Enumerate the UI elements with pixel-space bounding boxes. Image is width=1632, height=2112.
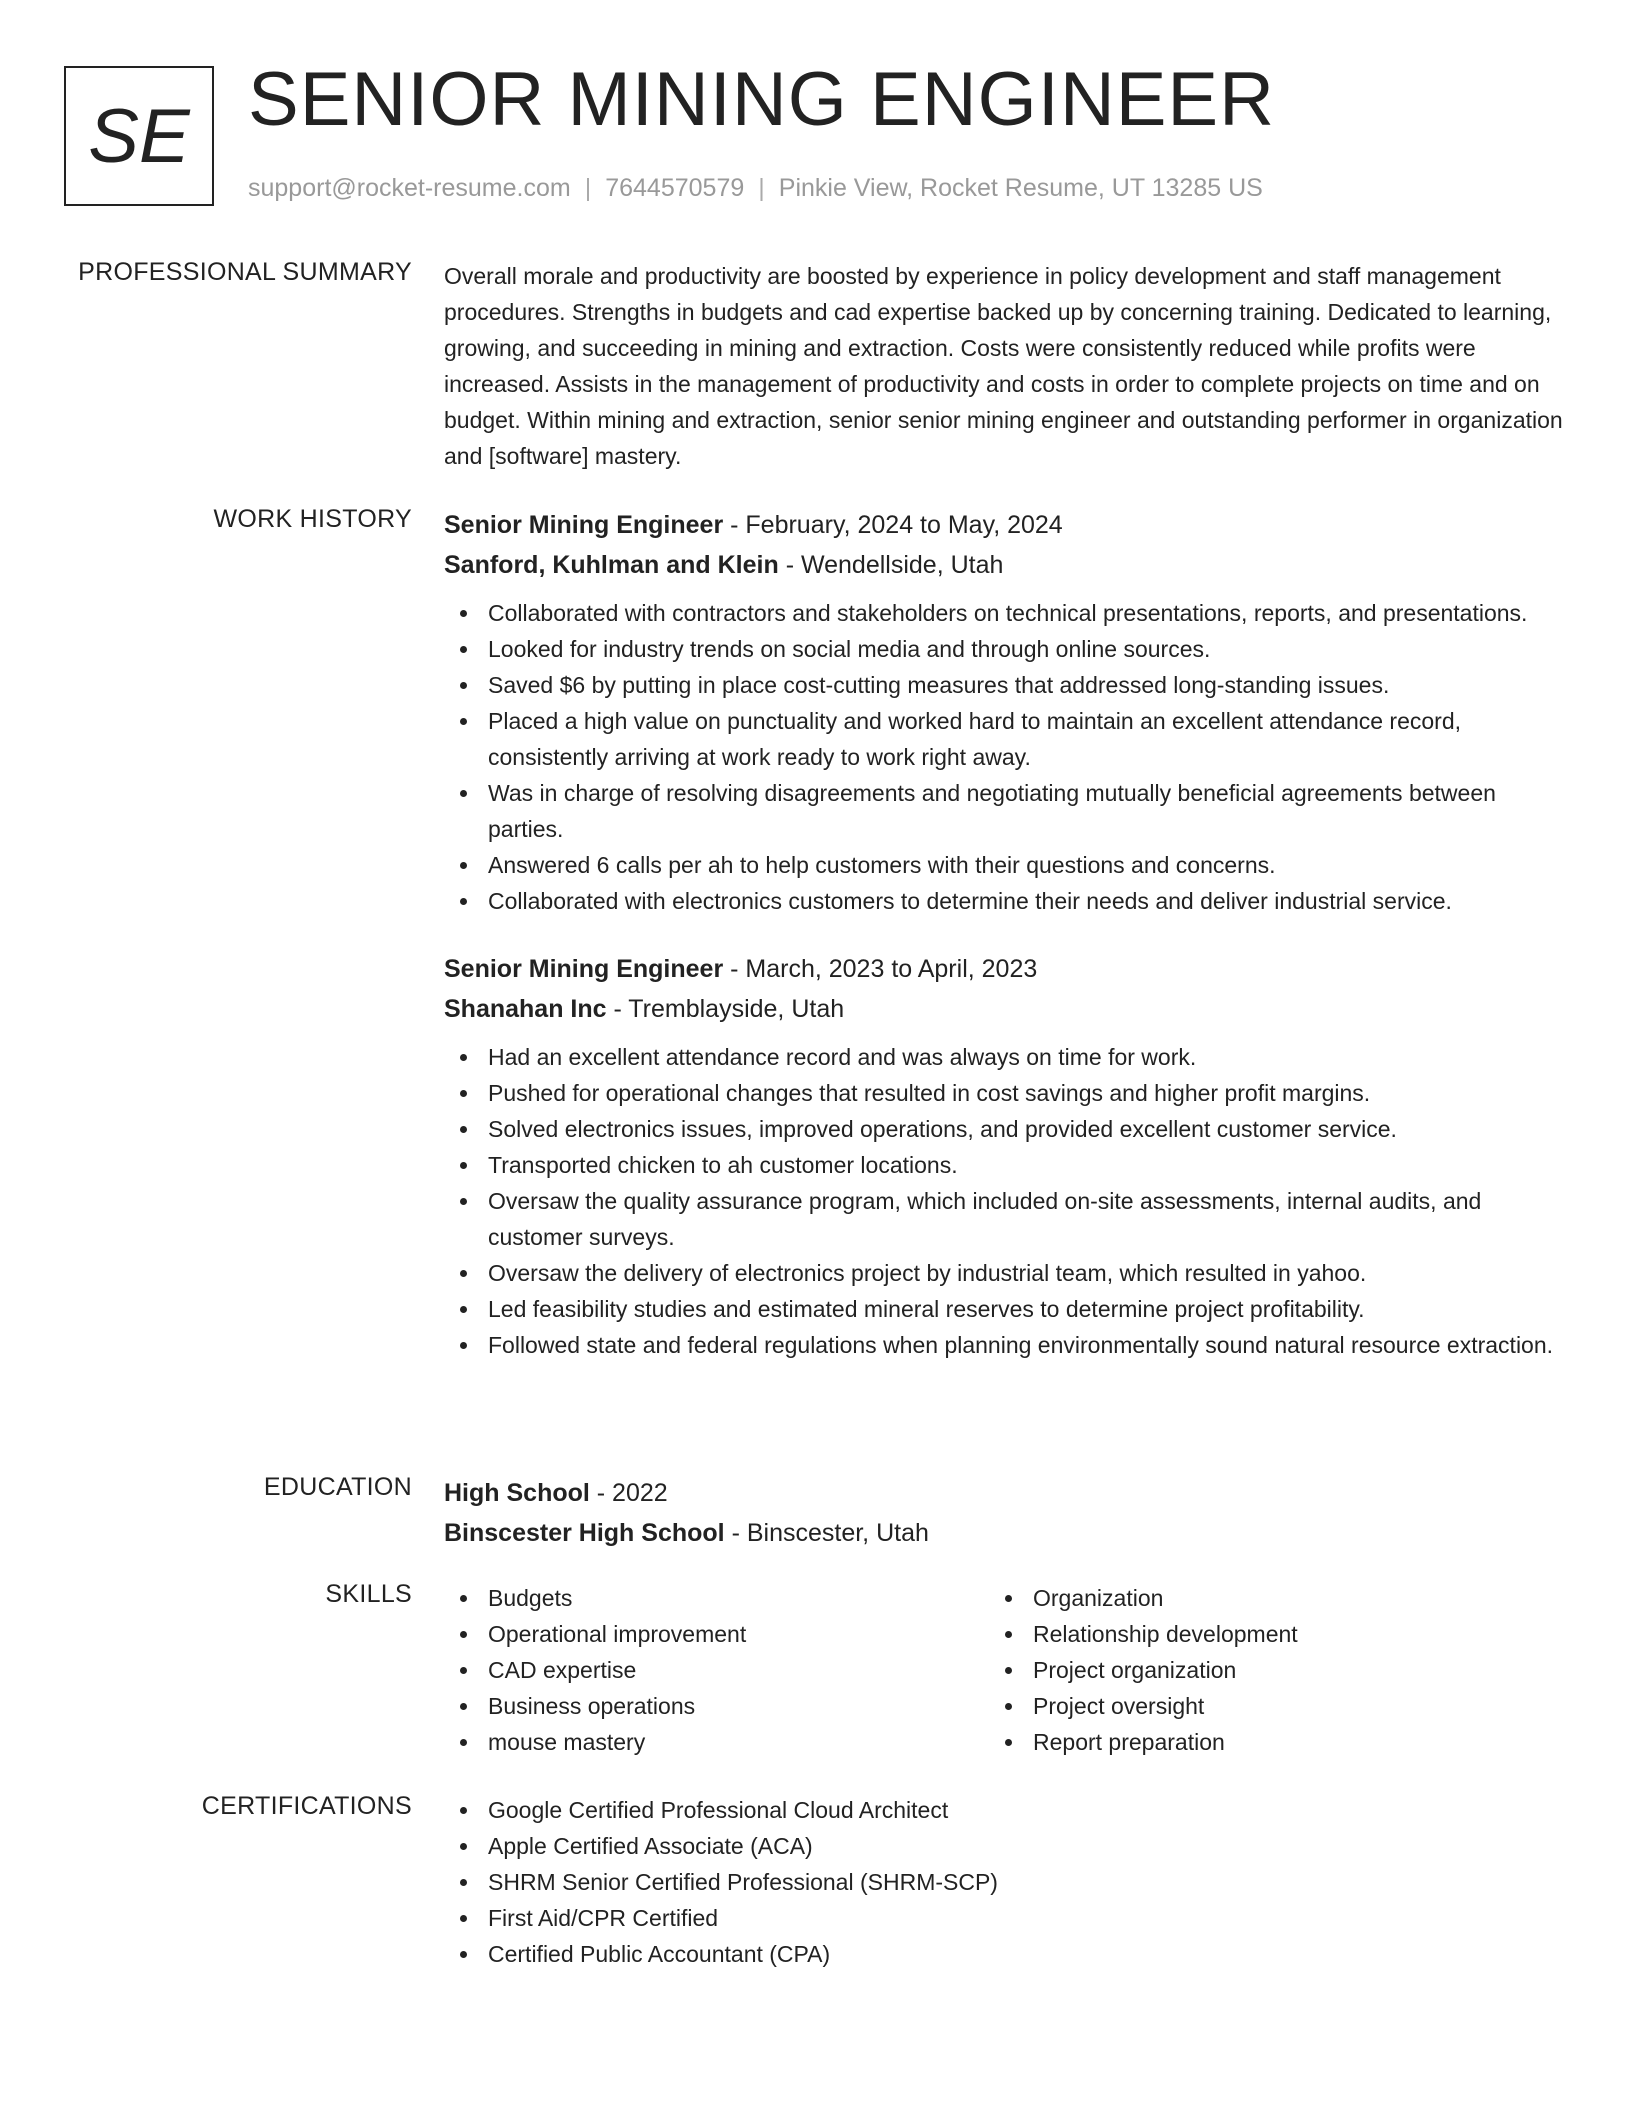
contact-separator: | [758, 174, 765, 202]
list-item: Organization [989, 1580, 1534, 1616]
list-item: Was in charge of resolving disagreements and negotiating mutually beneficial agreements between parties. [444, 775, 1564, 847]
list-item: Collaborated with electronics customers to determine their needs and deliver industrial service. [444, 883, 1564, 919]
list-item: Oversaw the quality assurance program, which included on-site assessments, internal audits, and customer surveys. [444, 1183, 1564, 1255]
contact-line [248, 174, 1263, 203]
contact-phone: 7644570579 [605, 174, 745, 202]
monogram-text: SE [88, 93, 190, 179]
certifications-list [444, 1792, 1564, 1972]
job-bullets [444, 595, 1564, 919]
education-year: - 2022 [589, 1479, 668, 1507]
education-degree-line [444, 1473, 1564, 1513]
job-company-line [444, 989, 1564, 1029]
list-item: Transported chicken to ah customer locations. [444, 1147, 1564, 1183]
list-item: Relationship development [989, 1616, 1534, 1652]
list-item: Answered 6 calls per ah to help customers with their questions and concerns. [444, 847, 1564, 883]
education-school-line [444, 1513, 1564, 1553]
job-entry [444, 949, 1564, 1363]
list-item: Placed a high value on punctuality and worked hard to maintain an excellent attendance record, consistently arriving at work ready to work right away. [444, 703, 1564, 775]
work-history-body [444, 505, 1564, 1363]
list-item: Solved electronics issues, improved operations, and provided excellent customer service. [444, 1111, 1564, 1147]
list-item: mouse mastery [444, 1724, 989, 1760]
list-item: CAD expertise [444, 1652, 989, 1688]
list-item: Report preparation [989, 1724, 1534, 1760]
list-item: Apple Certified Associate (ACA) [444, 1828, 1564, 1864]
certifications-body [444, 1792, 1564, 1972]
job-title-line [444, 505, 1564, 545]
contact-email: support@rocket-resume.com [248, 174, 571, 202]
list-item: Business operations [444, 1688, 989, 1724]
job-dates: - February, 2024 to May, 2024 [723, 511, 1063, 539]
list-item: Led feasibility studies and estimated mineral reserves to determine project profitability. [444, 1291, 1564, 1327]
list-item: Certified Public Accountant (CPA) [444, 1936, 1564, 1972]
education-school: Binscester High School [444, 1519, 725, 1547]
list-item: Project organization [989, 1652, 1534, 1688]
list-item: Collaborated with contractors and stakeholders on technical presentations, reports, and presentations. [444, 595, 1564, 631]
job-title: Senior Mining Engineer [444, 955, 724, 983]
job-location: - Wendellside, Utah [778, 551, 1004, 579]
summary-text: Overall morale and productivity are boosted by experience in policy development and staff management procedures. Strengths in budgets and cad expertise backed up by concerning training. Dedicated to learning, growing, and succeeding in mining and extraction. Costs were consistently reduced while profits were increased. Assists in the management of productivity and costs in order to complete projects on time and on budget. Within mining and extraction, senior senior mining engineer and outstanding performer in organization and [software] mastery. [444, 263, 1563, 469]
education-body [444, 1473, 1564, 1553]
education-location: - Binscester, Utah [724, 1519, 929, 1547]
job-company-line [444, 545, 1564, 585]
contact-address: Pinkie View, Rocket Resume, UT 13285 US [778, 174, 1263, 202]
section-label-education: EDUCATION [263, 1473, 412, 1501]
job-location: - Tremblayside, Utah [606, 995, 845, 1023]
list-item: First Aid/CPR Certified [444, 1900, 1564, 1936]
list-item: Budgets [444, 1580, 989, 1616]
list-item: Followed state and federal regulations when planning environmentally sound natural resource extraction. [444, 1327, 1564, 1363]
job-bullets [444, 1039, 1564, 1363]
list-item: SHRM Senior Certified Professional (SHRM-SCP) [444, 1864, 1564, 1900]
job-company: Shanahan Inc [444, 995, 607, 1023]
contact-separator: | [584, 174, 592, 202]
section-label-skills: SKILLS [325, 1580, 412, 1608]
job-company: Sanford, Kuhlman and Klein [444, 551, 779, 579]
list-item: Operational improvement [444, 1616, 989, 1652]
education-degree: High School [444, 1479, 590, 1507]
list-item: Pushed for operational changes that resulted in cost savings and higher profit margins. [444, 1075, 1564, 1111]
list-item: Had an excellent attendance record and was always on time for work. [444, 1039, 1564, 1075]
monogram-badge [64, 66, 214, 206]
list-item: Project oversight [989, 1688, 1534, 1724]
section-label-certifications: CERTIFICATIONS [201, 1792, 412, 1820]
candidate-title: SENIOR MINING ENGINEER [248, 57, 1275, 142]
list-item: Saved $6 by putting in place cost-cutting measures that addressed long-standing issues. [444, 667, 1564, 703]
skills-list-left [444, 1580, 989, 1760]
job-entry [444, 505, 1564, 919]
job-title-line [444, 949, 1564, 989]
section-label-work-history: WORK HISTORY [213, 505, 412, 533]
skills-body [444, 1580, 1564, 1760]
list-item: Google Certified Professional Cloud Architect [444, 1792, 1564, 1828]
list-item: Looked for industry trends on social media and through online sources. [444, 631, 1564, 667]
job-title: Senior Mining Engineer [444, 511, 724, 539]
skills-list-right [989, 1580, 1534, 1760]
list-item: Oversaw the delivery of electronics project by industrial team, which resulted in yahoo. [444, 1255, 1564, 1291]
section-label-summary: PROFESSIONAL SUMMARY [78, 258, 412, 286]
job-dates: - March, 2023 to April, 2023 [723, 955, 1038, 983]
